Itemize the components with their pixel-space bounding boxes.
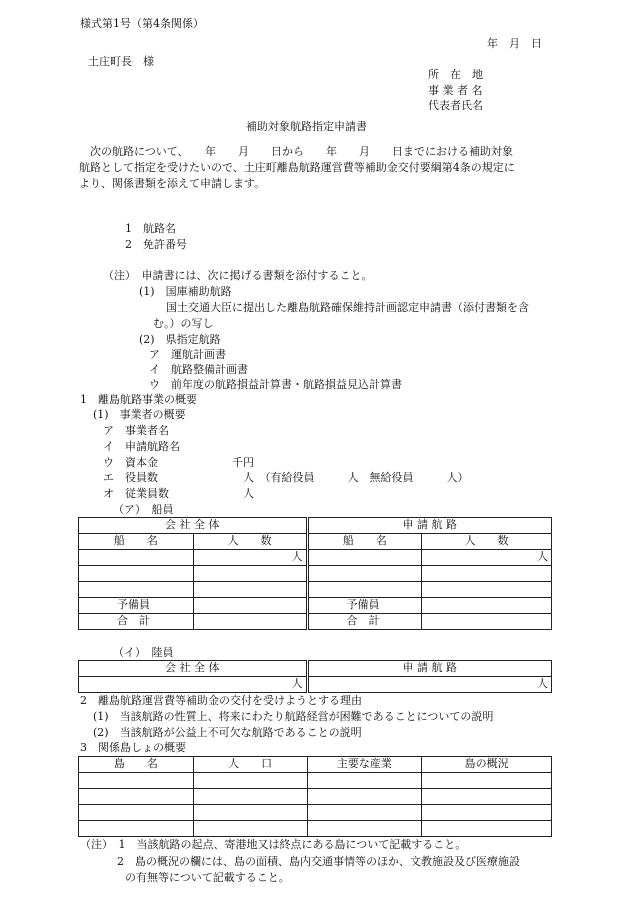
island-cell xyxy=(79,773,194,789)
sec1-crew: （ア） 船員 xyxy=(113,503,174,516)
applicant-business: 事 業 者 名 xyxy=(428,84,483,97)
item-license-no: 2 免許番号 xyxy=(125,238,187,251)
island-cell xyxy=(422,773,552,789)
crew-reserve-left: 予備員 xyxy=(79,598,194,614)
sec2-title: 2 離島航路運営費等補助金の交付を受けようとする理由 xyxy=(80,694,362,707)
crew-cell xyxy=(193,582,307,598)
addressee: 土庄町長 様 xyxy=(88,55,154,68)
island-cell xyxy=(422,805,552,821)
island-cell xyxy=(193,773,307,789)
land-unit-right: 人 xyxy=(307,677,551,693)
land-left-header: 会 社 全 体 xyxy=(79,661,308,677)
note-n1: (1) 国庫補助航路 xyxy=(139,285,232,298)
island-cell xyxy=(193,821,307,837)
note-n2: (2) 県指定航路 xyxy=(139,333,221,346)
island-cell xyxy=(422,821,552,837)
island-col-name: 島 名 xyxy=(79,757,194,773)
crew-cell xyxy=(307,582,422,598)
island-table xyxy=(78,756,552,837)
sec1-o: オ 従業員数 xyxy=(103,487,169,500)
land-right-header: 申 請 航 路 xyxy=(307,661,551,677)
note-n1-line2: む。）の写し xyxy=(153,317,214,330)
crew-cell xyxy=(193,598,307,614)
island-cell xyxy=(79,805,194,821)
crew-col-ship-right: 船 名 xyxy=(307,534,422,550)
item-route-name: 1 航路名 xyxy=(125,222,176,235)
crew-col-people-right: 人 数 xyxy=(422,534,552,550)
form-number: 様式第1号（第4条関係） xyxy=(80,17,204,30)
body-line-1: 次の航路について、 年 月 日から 年 月 日までにおける補助対象 xyxy=(90,145,514,158)
crew-cell xyxy=(422,582,552,598)
note-u: ウ 前年度の航路損益計算書・航路損益見込計算書 xyxy=(149,378,402,391)
sec1-e-unit: 人 （有給役員 人 無給役員 人） xyxy=(243,471,469,484)
sec1-e: エ 役員数 xyxy=(103,471,158,484)
sec2-r1: (1) 当該航路の性質上、将来にわたり航路経営が困難であることについての説明 xyxy=(93,710,494,723)
body-line-2: 航路として指定を受けたいので、土庄町離島航路運営費等補助金交付要綱第4条の規定に xyxy=(79,161,515,174)
date-field: 年 月 日 xyxy=(487,37,542,50)
crew-cell xyxy=(422,614,552,630)
island-cell xyxy=(193,789,307,805)
note-intro: （注） 申請書には、次に掲げる書類を添付すること。 xyxy=(103,269,373,282)
foot-note-2: 2 島の概況の欄には、島の面積、島内交通事情等のほか、文教施設及び医療施設 xyxy=(117,855,520,868)
sec1-a: ア 事業者名 xyxy=(103,424,169,437)
island-col-overview: 島の概況 xyxy=(422,757,552,773)
land-table xyxy=(78,660,552,693)
island-cell xyxy=(307,821,422,837)
foot-note-2b: の有無等について記載すること。 xyxy=(125,871,290,884)
island-cell xyxy=(307,805,422,821)
island-cell xyxy=(307,773,422,789)
foot-note-1: （注） 1 当該航路の起点、寄港地又は終点にある島について記載すること。 xyxy=(80,838,467,851)
sec3-title: 3 関係島しょの概要 xyxy=(80,741,186,754)
crew-cell xyxy=(79,550,194,566)
island-cell xyxy=(79,821,194,837)
crew-reserve-right: 予備員 xyxy=(307,598,422,614)
applicant-address: 所 在 地 xyxy=(428,68,483,81)
sec1-i: イ 申請航路名 xyxy=(103,440,180,453)
note-n1-line1: 国土交通大臣に提出した離島航路確保維持計画認定申請書（添付書類を含 xyxy=(166,301,529,314)
sec1-title: 1 離島航路事業の概要 xyxy=(80,393,197,406)
crew-total-left: 合 計 xyxy=(79,614,194,630)
crew-cell xyxy=(79,566,194,582)
island-col-population: 人 口 xyxy=(193,757,307,773)
note-a: ア 運航計画書 xyxy=(149,348,226,361)
body-line-3: より、関係書類を添えて申請します。 xyxy=(79,177,266,190)
island-cell xyxy=(79,789,194,805)
crew-col-people-left: 人 数 xyxy=(193,534,307,550)
crew-cell xyxy=(79,582,194,598)
sec1-sub1: (1) 事業者の概要 xyxy=(93,408,186,421)
sec1-u-unit: 千円 xyxy=(232,456,254,469)
crew-unit-right: 人 xyxy=(422,550,552,566)
crew-left-header: 会 社 全 体 xyxy=(79,518,308,534)
doc-title: 補助対象航路指定申請書 xyxy=(246,120,367,133)
note-i: イ 航路整備計画書 xyxy=(149,363,248,376)
crew-cell xyxy=(307,566,422,582)
island-cell xyxy=(193,805,307,821)
island-cell xyxy=(307,789,422,805)
sec2-r2: (2) 当該航路が公益上不可欠な航路であることの説明 xyxy=(93,726,362,739)
sec1-o-unit: 人 xyxy=(243,487,254,500)
crew-total-right: 合 計 xyxy=(307,614,422,630)
crew-cell xyxy=(193,566,307,582)
crew-col-ship-left: 船 名 xyxy=(79,534,194,550)
crew-cell xyxy=(307,550,422,566)
crew-cell xyxy=(193,614,307,630)
sec1-u: ウ 資本金 xyxy=(103,456,158,469)
island-cell xyxy=(422,789,552,805)
crew-cell xyxy=(422,566,552,582)
crew-right-header: 申 請 航 路 xyxy=(307,518,551,534)
crew-unit-left: 人 xyxy=(193,550,307,566)
applicant-rep: 代表者氏名 xyxy=(428,99,483,112)
crew-cell xyxy=(422,598,552,614)
land-unit-left: 人 xyxy=(79,677,308,693)
crew-table xyxy=(78,517,552,630)
sec1-land: （イ） 陸員 xyxy=(113,646,174,659)
island-col-industry: 主要な産業 xyxy=(307,757,422,773)
